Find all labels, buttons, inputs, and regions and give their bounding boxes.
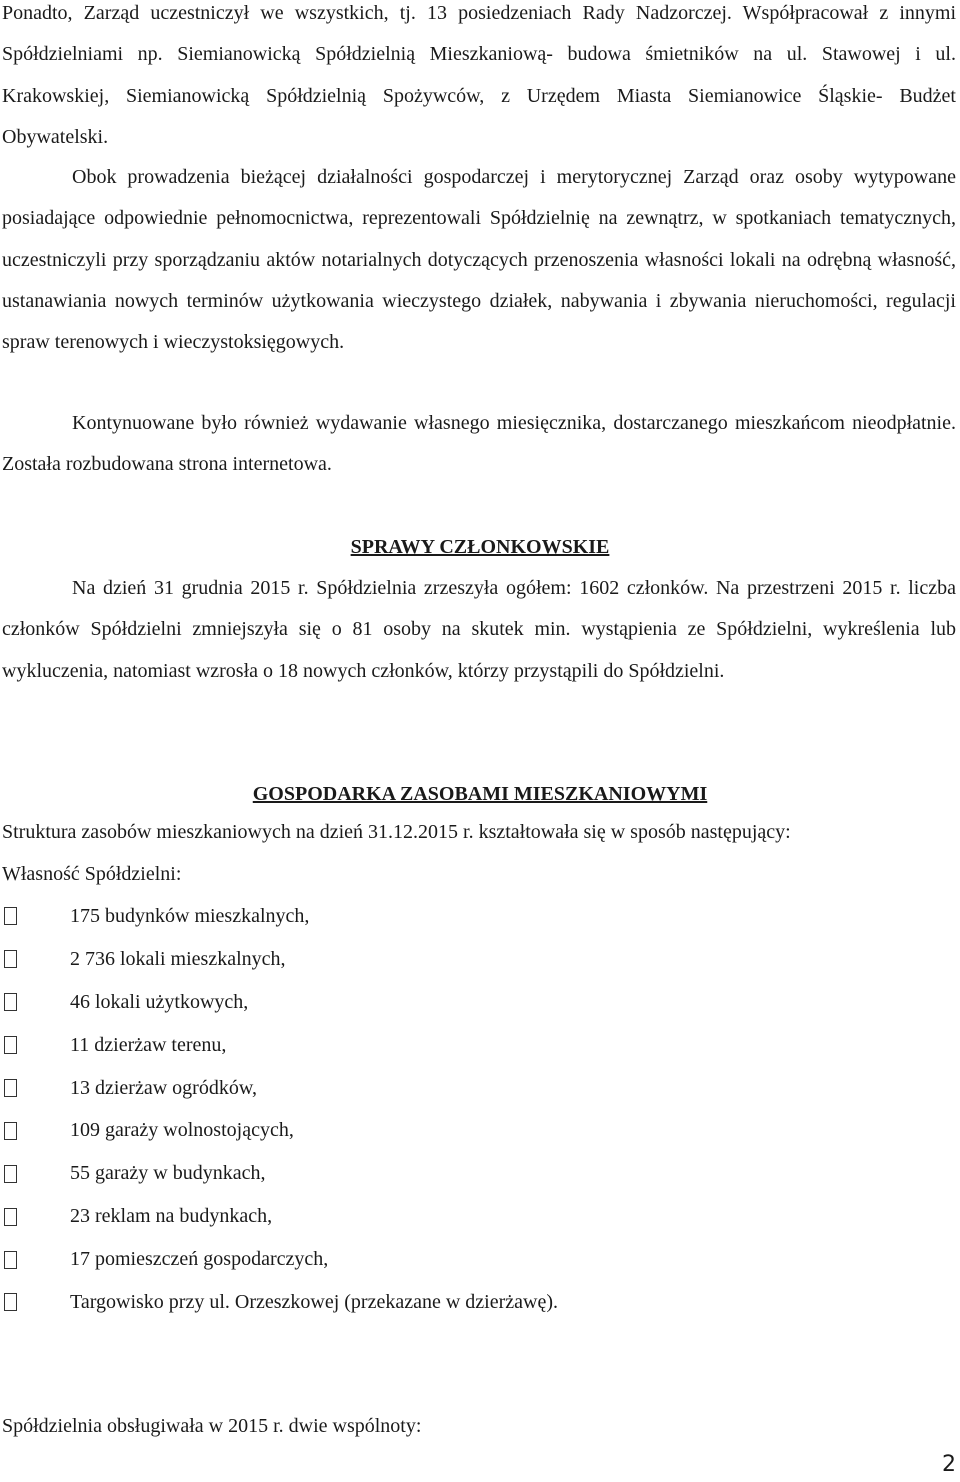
- housing-structure-intro: Struktura zasobów mieszkaniowych na dzień 31.12.2015 r. kształtowała się w sposób następujący:: [2, 821, 791, 843]
- bullet-box-icon: [4, 1079, 17, 1097]
- list-item: [2, 1281, 558, 1324]
- list-item-text: 13 dzierżaw ogródków,: [70, 1076, 257, 1099]
- communities-text: Spółdzielnia obsługiwała w 2015 r. dwie wspólnoty:: [2, 1415, 422, 1437]
- housing-resources-list: [2, 895, 558, 1324]
- bullet-box-icon: [4, 1293, 17, 1311]
- bullet-box-icon: [4, 1165, 17, 1183]
- list-item-text: 175 budynków mieszkalnych,: [70, 904, 310, 927]
- list-item-text: 2 736 lokali mieszkalnych,: [70, 947, 286, 970]
- paragraph-newsletter: Kontynuowane było również wydawanie własnego miesięcznika, dostarczanego mieszkańcom nieodpłatnie. Została rozbudowana strona internetowa.: [2, 412, 956, 476]
- list-item: [2, 1109, 558, 1152]
- bullet-box-icon: [4, 950, 17, 968]
- bullet-box-icon: [4, 993, 17, 1011]
- list-item-text: 17 pomieszczeń gospodarczych,: [70, 1248, 329, 1271]
- list-item: [2, 1152, 558, 1195]
- ownership-label: Własność Spółdzielni:: [2, 863, 182, 885]
- paragraph-board-meetings: Ponadto, Zarząd uczestniczył we wszystkich, tj. 13 posiedzeniach Rady Nadzorczej. Współpracował z innymi Spółdzielniami np. Siemianowicką Spółdzielnią Mieszkaniową- budowa śmietników na ul. Stawowej i ul. Krakowskiej, Siemianowicką Spółdzielnią Spożywców, z Urzędem Miasta Siemianowice Śląskie- Budżet Obywatelski.: [2, 2, 956, 148]
- list-item: [2, 1195, 558, 1238]
- list-item: [2, 938, 558, 981]
- list-item-text: 23 reklam na budynkach,: [70, 1205, 273, 1228]
- paragraph-member-count: Na dzień 31 grudnia 2015 r. Spółdzielnia zrzeszyła ogółem: 1602 członków. Na przestrzeni 2015 r. liczba członków Spółdzielni zmniejszyła się o 81 osoby na skutek min. wystąpienia ze Spółdzielni, wykreślenia lub wykluczenia, natomiast wzrosła o 18 nowych członków, którzy przystąpili do Spółdzielni.: [2, 577, 956, 682]
- list-item: [2, 895, 558, 938]
- list-item-text: 46 lokali użytkowych,: [70, 990, 249, 1013]
- heading-housing-management: GOSPODARKA ZASOBAMI MIESZKANIOWYMI: [252, 783, 708, 805]
- heading-member-affairs: SPRAWY CZŁONKOWSKIE: [350, 536, 610, 558]
- bullet-box-icon: [4, 1122, 17, 1140]
- list-item-text: 109 garaży wolnostojących,: [70, 1119, 294, 1142]
- bullet-box-icon: [4, 1036, 17, 1054]
- list-item: [2, 1238, 558, 1281]
- bullet-box-icon: [4, 1251, 17, 1269]
- list-item-text: 11 dzierżaw terenu,: [70, 1033, 227, 1056]
- page-number: 2: [942, 1452, 956, 1477]
- list-item-text: 55 garaży w budynkach,: [70, 1162, 266, 1185]
- bullet-box-icon: [4, 1208, 17, 1226]
- bullet-box-icon: [4, 907, 17, 925]
- list-item: [2, 981, 558, 1024]
- list-item: [2, 1067, 558, 1110]
- paragraph-board-activities: Obok prowadzenia bieżącej działalności gospodarczej i merytorycznej Zarząd oraz osoby wytypowane posiadające odpowiednie pełnomocnictwa, reprezentowali Spółdzielnię na zewnątrz, w spotkaniach tematycznych, uczestniczyli przy sporządzaniu aktów notarialnych dotyczących przenoszenia własności lokali na odrębną własność, ustanawiania nowych terminów użytkowania wieczystego działek, nabywania i zbywania nieruchomości, regulacji spraw terenowych i wieczystoksięgowych.: [2, 166, 956, 354]
- list-item: [2, 1024, 558, 1067]
- list-item-text: Targowisko przy ul. Orzeszkowej (przekazane w dzierżawę).: [70, 1290, 558, 1313]
